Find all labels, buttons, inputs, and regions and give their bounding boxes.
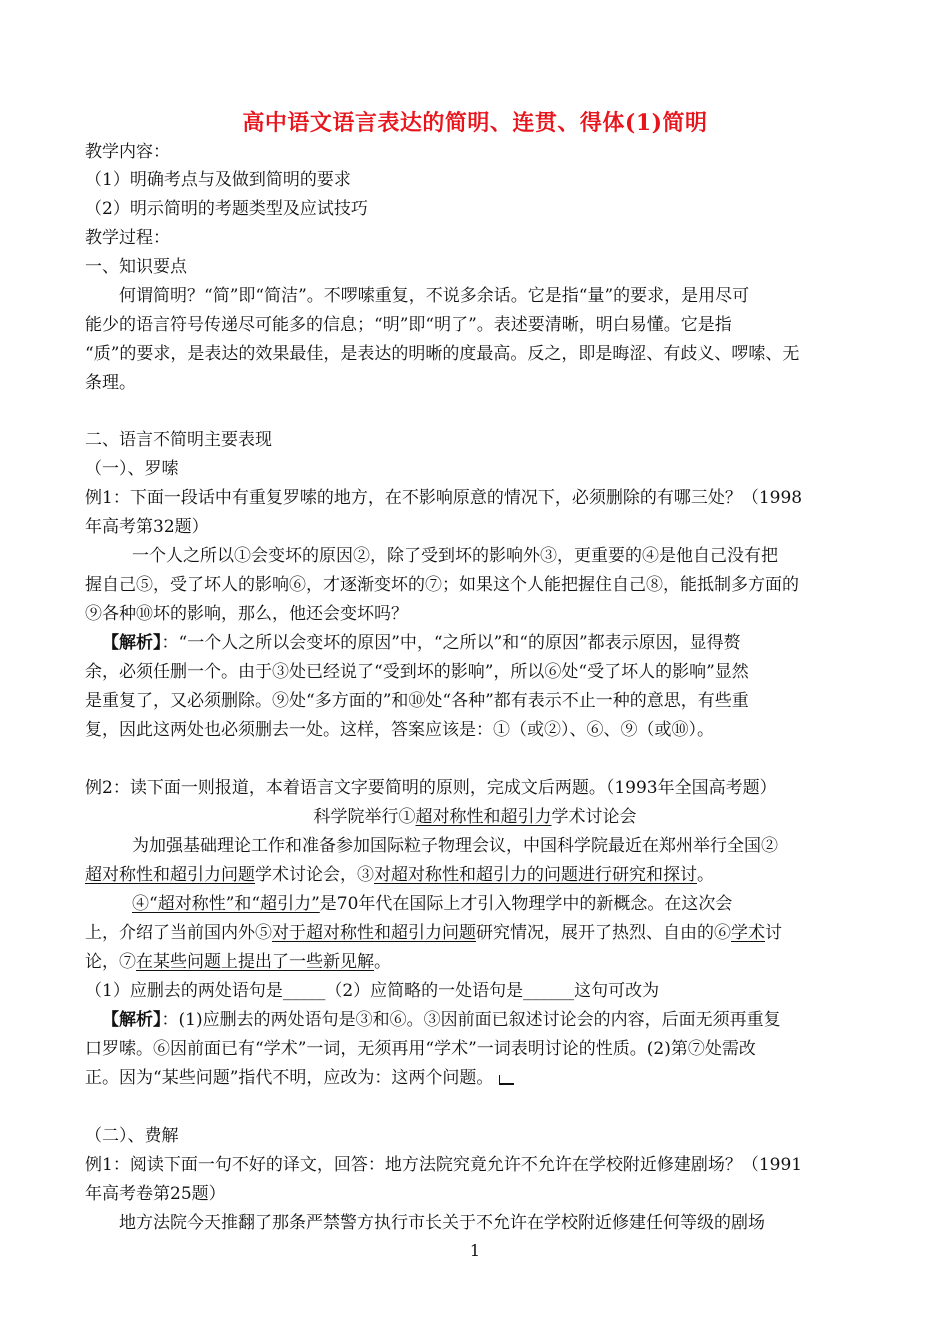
example-line: 例1：阅读下面一句不好的译文，回答：地方法院究竟允许不允许在学校附近修建剧场？（1991: [85, 1155, 803, 1175]
example-line: 年高考第32题）: [85, 517, 209, 537]
report-text: 上，介绍了当前国内外⑤: [85, 923, 272, 943]
analysis-label: 【解析】: [102, 1010, 162, 1030]
paragraph-line: 能少的语言符号传递尽可能多的信息；“明”即“明了”。表述要清晰，明白易懂。它是指: [85, 315, 732, 335]
underlined-phrase: 对超对称性和超引力的问题进行研究和探讨: [374, 865, 697, 885]
report-title: [0, 805, 950, 829]
heading-manifestations: 二、语言不简明主要表现: [85, 430, 272, 450]
report-text: 研究情况，展开了热烈、自由的⑥: [476, 923, 731, 943]
example-text-line: ⑨各种⑩坏的影响，那么，他还会变坏吗？: [85, 604, 408, 624]
paragraph-mark-icon: [499, 1075, 514, 1085]
report-line: [85, 950, 391, 974]
report-title-text: 科学院举行①: [313, 807, 416, 827]
report-title-text: 学术讨论会: [551, 807, 637, 827]
analysis-label: 【解析】: [102, 633, 162, 653]
underlined-phrase: 在某些问题上提出了一些新见解: [136, 952, 374, 972]
report-text: 是70年代在国际上才引入物理学中的新概念。在这次会: [319, 894, 733, 914]
underlined-phrase: 对于超对称性和超引力问题: [272, 923, 476, 943]
page-number: 1: [469, 1241, 481, 1260]
paragraph-line: 何谓简明？“简”即“简洁”。不啰嗦重复，不说多余话。它是指“量”的要求，是用尽可: [119, 286, 750, 306]
example-text-line: 地方法院今天推翻了那条严禁警方执行市长关于不允许在学校附近修建任何等级的剧场: [119, 1213, 765, 1233]
example-text-line: 握自己⑤，受了坏人的影响⑥，才逐渐变坏的⑦；如果这个人能把握住自己⑧，能抵制多方面的: [85, 575, 799, 595]
report-text: 。: [697, 865, 714, 885]
analysis-line: [85, 1066, 514, 1090]
heading-knowledge: 一、知识要点: [85, 257, 187, 277]
analysis-line: 是重复了，又必须删除。⑨处“多方面的”和⑩处“各种”都有表示不止一种的意思，有些重: [85, 691, 749, 711]
section-label-process: 教学过程：: [85, 228, 170, 248]
paragraph-line: 条理。: [85, 373, 136, 393]
report-text: 。: [374, 952, 391, 972]
subheading-verbose: （一）、罗嗦: [85, 459, 179, 479]
analysis-text: 正。因为“某些问题”指代不明，应改为：这两个问题。: [85, 1068, 494, 1088]
report-line: [85, 921, 782, 945]
underlined-phrase: ④“超对称性”和“超引力”: [132, 894, 320, 914]
report-line: [85, 863, 714, 887]
paragraph-line: “质”的要求，是表达的效果最佳，是表达的明晰的度最高。反之，即是晦涩、有歧义、啰嗦、无: [85, 344, 800, 364]
analysis-text: ：“一个人之所以会变坏的原因”中，“之所以”和“的原因”都表示原因，显得赘: [161, 633, 741, 653]
analysis-line: 复，因此这两处也必须删去一处。这样，答案应该是：①（或②）、⑥、⑨（或⑩）。: [85, 720, 714, 740]
report-line: 为加强基础理论工作和准备参加国际粒子物理会议，中国科学院最近在郑州举行全国②: [132, 836, 778, 856]
underlined-phrase: 学术: [731, 923, 765, 943]
question-line: （1）应删去的两处语句是_____（2）应简略的一处语句是______这句可改为: [85, 981, 660, 1001]
underlined-phrase: 超对称性和超引力: [415, 807, 552, 827]
section-label-content: 教学内容：: [85, 142, 170, 162]
report-text: 论，⑦: [85, 952, 136, 972]
objective-2: （2）明示简明的考题类型及应试技巧: [85, 199, 368, 219]
underlined-phrase: 超对称性和超引力问题: [85, 865, 255, 885]
report-text: 学术讨论会，③: [255, 865, 374, 885]
analysis-line: 余，必须任删一个。由于③处已经说了“受到坏的影响”，所以⑥处“受了坏人的影响”显然: [85, 662, 749, 682]
example-line: 例1：下面一段话中有重复罗嗦的地方，在不影响原意的情况下，必须删除的有哪三处？（1998: [85, 488, 803, 508]
analysis-line: 口罗嗦。⑥因前面已有“学术”一词，无须再用“学术”一词表明讨论的性质。(2)第⑦处需改: [85, 1039, 756, 1059]
subheading-obscure: （二）、费解: [85, 1126, 179, 1146]
example-line: 例2：读下面一则报道，本着语言文字要简明的原则，完成文后两题。（1993年全国高考题）: [85, 778, 777, 798]
report-text: 讨: [765, 923, 782, 943]
analysis-text: ：(1)应删去的两处语句是③和⑥。③因前面已叙述讨论会的内容，后面无须再重复: [161, 1010, 781, 1030]
analysis-line: [102, 631, 741, 655]
objective-1: （1）明确考点与及做到简明的要求: [85, 170, 351, 190]
analysis-line: [102, 1008, 781, 1032]
page-title: 高中语文语言表达的简明、连贯、得体(1)简明: [242, 110, 708, 136]
example-line: 年高考卷第25题）: [85, 1184, 226, 1204]
example-text-line: 一个人之所以①会变坏的原因②，除了受到坏的影响外③，更重要的④是他自己没有把: [132, 546, 778, 566]
report-line: [132, 892, 732, 916]
